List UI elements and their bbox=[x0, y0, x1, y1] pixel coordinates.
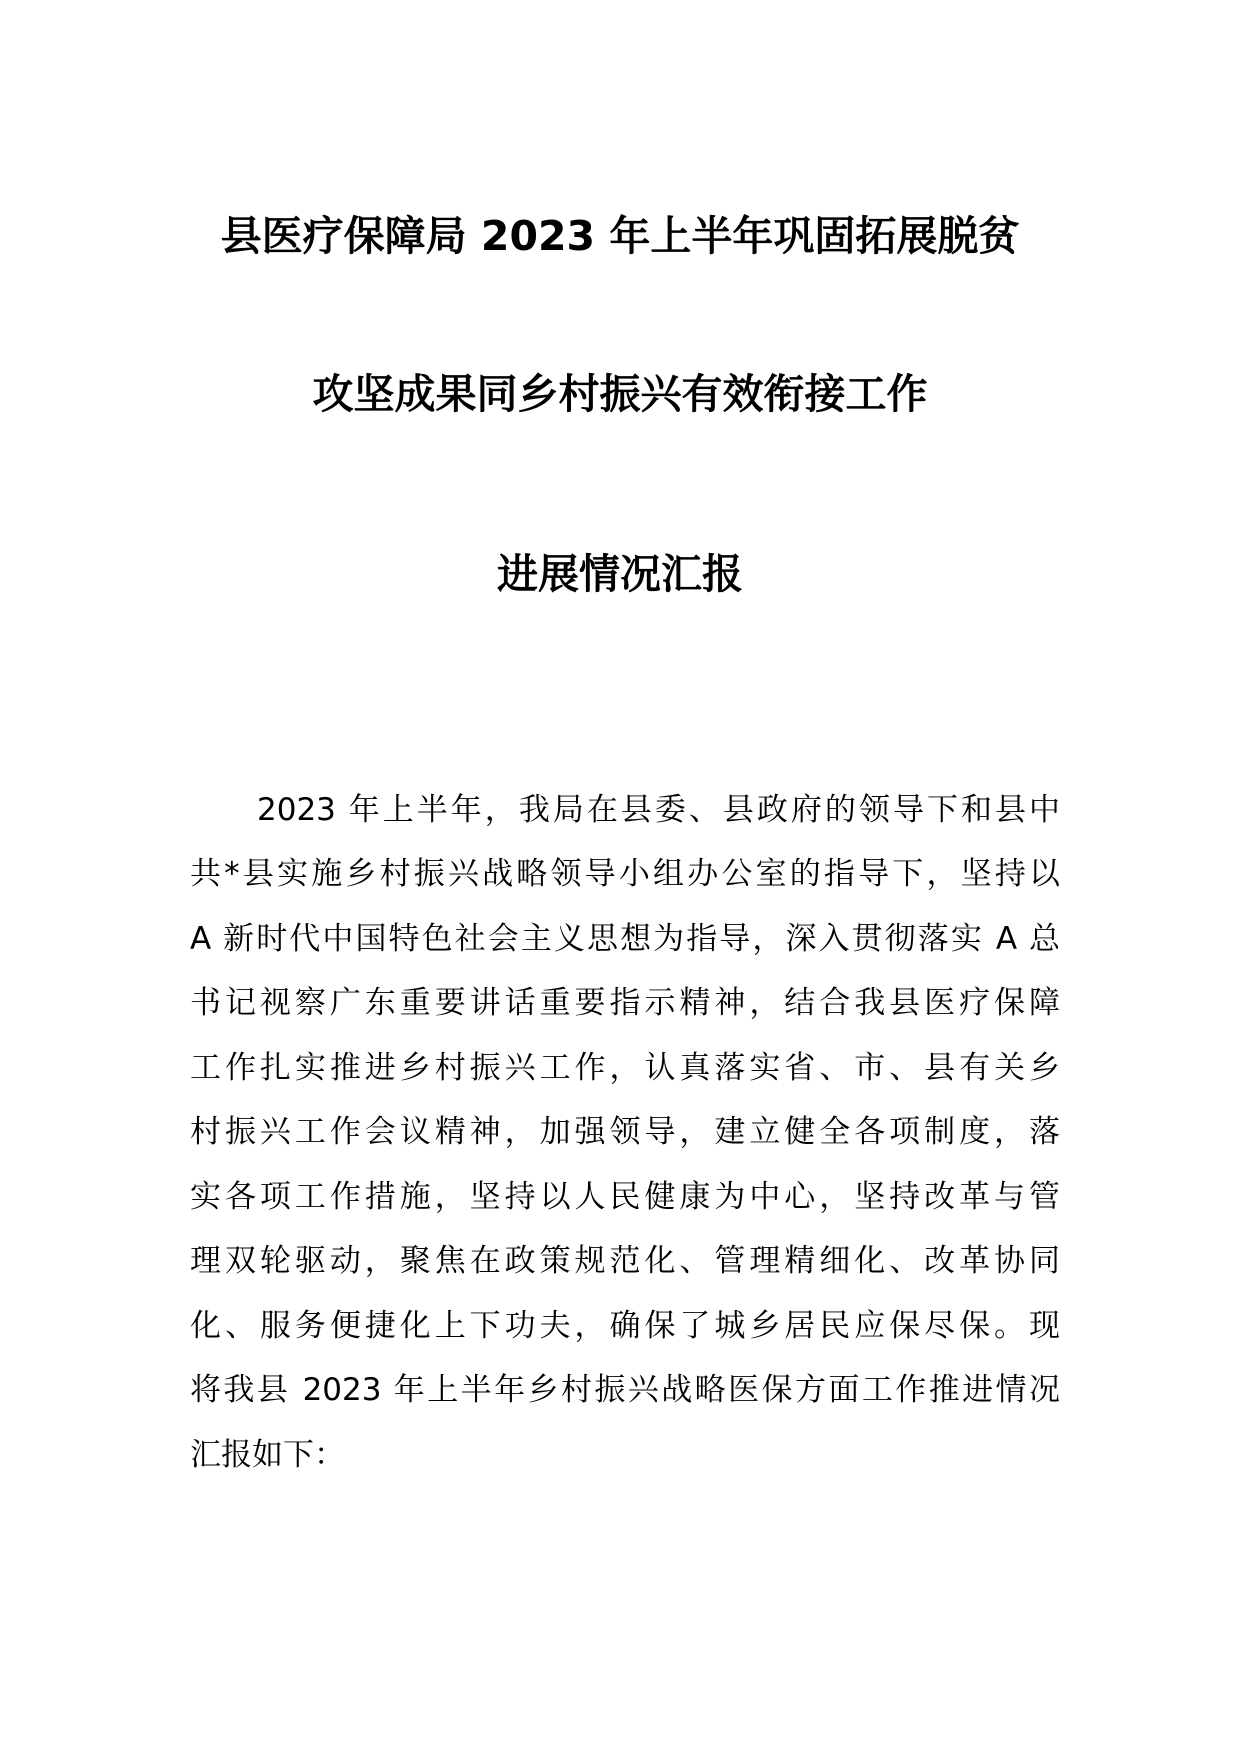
paragraph-line: 理双轮驱动，聚焦在政策规范化、管理精细化、改革协同 bbox=[190, 1243, 1060, 1279]
paragraph-line: 村振兴工作会议精神，加强领导，建立健全各项制度，落 bbox=[190, 1114, 1060, 1150]
paragraph-line: 实各项工作措施，坚持以人民健康为中心，坚持改革与管 bbox=[190, 1179, 1060, 1215]
document-title-line-2: 攻坚成果同乡村振兴有效衔接工作 bbox=[312, 370, 928, 418]
paragraph-line: 2023 年上半年，我局在县委、县政府的领导下和县中 bbox=[257, 792, 1060, 828]
paragraph-line: 化、服务便捷化上下功夫，确保了城乡居民应保尽保。现 bbox=[190, 1308, 1060, 1344]
paragraph-line: 共*县实施乡村振兴战略领导小组办公室的指导下，坚持以 bbox=[190, 856, 1060, 892]
paragraph-line: 将我县 2023 年上半年乡村振兴战略医保方面工作推进情况 bbox=[190, 1372, 1060, 1408]
paragraph-line: 汇报如下： bbox=[190, 1437, 345, 1473]
paragraph-line: 工作扎实推进乡村振兴工作，认真落实省、市、县有关乡 bbox=[190, 1050, 1060, 1086]
paragraph-line: A 新时代中国特色社会主义思想为指导，深入贯彻落实 A 总 bbox=[190, 921, 1060, 957]
document-title-line-3: 进展情况汇报 bbox=[497, 550, 743, 598]
paragraph-line: 书记视察广东重要讲话重要指示精神，结合我县医疗保障 bbox=[190, 985, 1060, 1021]
document-title-line-1: 县医疗保障局 2023 年上半年巩固拓展脱贫 bbox=[220, 212, 1020, 260]
